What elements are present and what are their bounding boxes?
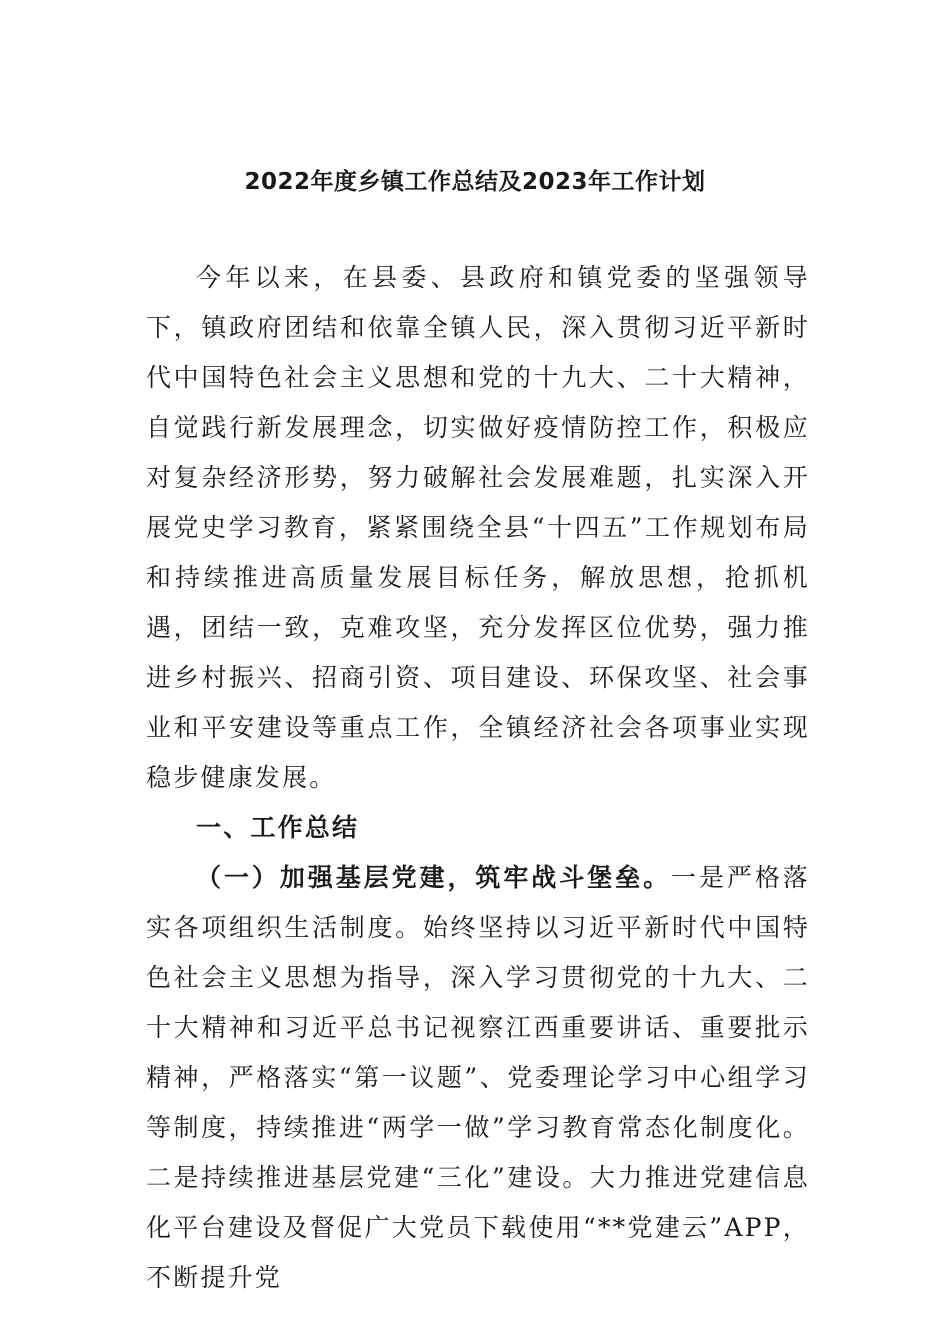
document-body [146, 253, 810, 1303]
subsection-text: 一是严格落实各项组织生活制度。始终坚持以习近平新时代中国特色社会主义思想为指导，深入学习贯彻党的十九大、二十大精神和习近平总书记视察江西重要讲话、重要批示精神，严格落实“第一议题”、党委理论学习中心组学习等制度，持续推进“两学一做”学习教育常态化制度化。二是持续推进基层党建“三化”建设。大力推进党建信息化平台建设及督促广大党员下载使用“**党建云”APP，不断提升党 [146, 863, 810, 1292]
subsection-lead: （一）加强基层党建，筑牢战斗堡垒。 [196, 863, 672, 892]
subsection-paragraph [146, 853, 810, 1303]
intro-paragraph: 今年以来，在县委、县政府和镇党委的坚强领导下，镇政府团结和依靠全镇人民，深入贯彻习近平新时代中国特色社会主义思想和党的十九大、二十大精神，自觉践行新发展理念，切实做好疫情防控工作，积极应对复杂经济形势，努力破解社会发展难题，扎实深入开展党史学习教育，紧紧围绕全县“十四五”工作规划布局和持续推进高质量发展目标任务，解放思想，抢抓机遇，团结一致，克难攻坚，充分发挥区位优势，强力推进乡村振兴、招商引资、项目建设、环保攻坚、社会事业和平安建设等重点工作，全镇经济社会各项事业实现稳步健康发展。 [146, 263, 810, 792]
section-heading: 一、工作总结 [196, 813, 360, 842]
document-title: 2022年度乡镇工作总结及2023年工作计划 [244, 169, 706, 195]
